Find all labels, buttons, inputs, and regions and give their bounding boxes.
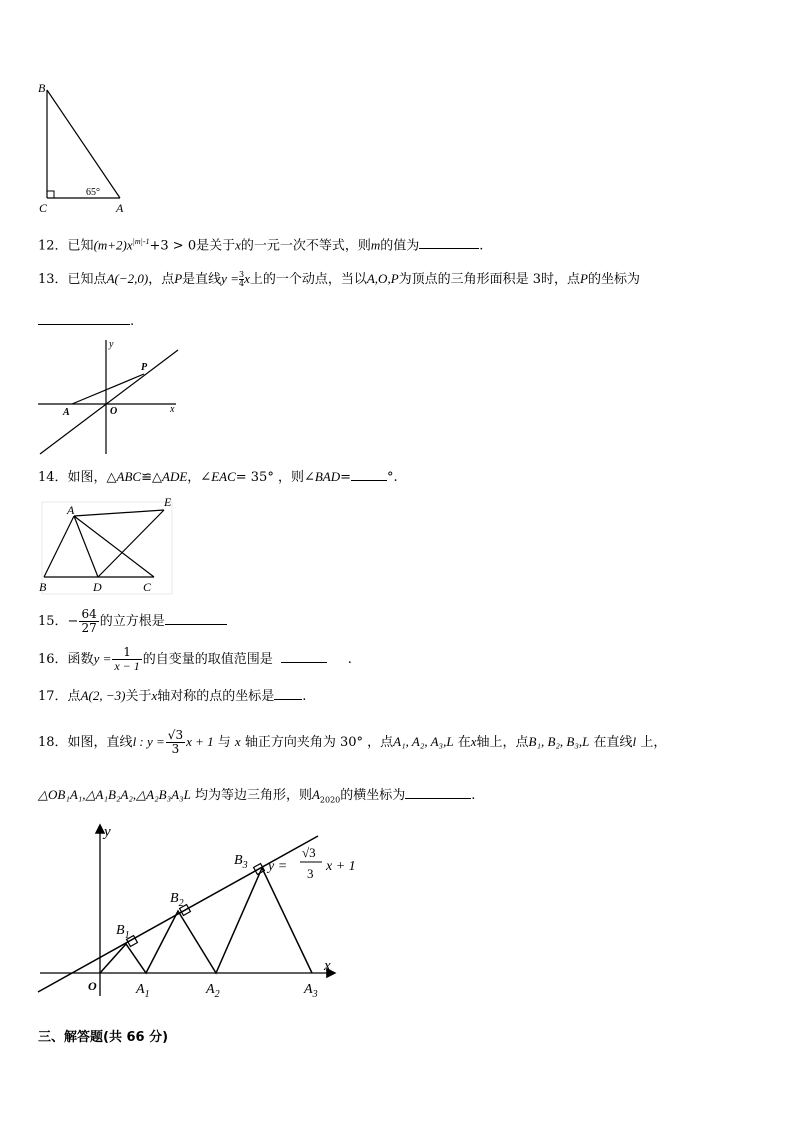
svg-text:O: O: [110, 406, 118, 417]
answer-blank[interactable]: [38, 312, 130, 325]
svg-text:y: y: [104, 824, 111, 840]
question-12: 12．已知$(m+2)x^{|m|-1}+3 > 0$是关于x的一元一次不等式，则m的值为 .: [38, 237, 484, 254]
svg-text:B: B: [39, 580, 47, 594]
answer-blank[interactable]: [419, 236, 479, 249]
svg-text:A3: $A_3$: [304, 982, 318, 998]
section-heading: 三、解答题(共 66 分): [38, 1030, 169, 1045]
svg-text:A: A: [67, 503, 75, 517]
svg-text:A1: $A_1$: [136, 982, 150, 998]
answer-blank[interactable]: [274, 687, 302, 700]
svg-text:E: E: [164, 495, 172, 509]
question-13: 13．已知点A(−2,0)，点P是直线y = $\frac{3}{4}x$上的一个动点，当以A,O,P为顶点的三角形面积是 3时，点P的坐标为: [38, 270, 641, 288]
question-14: 14．如图，△ABC≌△ADE，∠EAC= 35° ，则∠BAD= °.: [38, 469, 398, 485]
figure-equilateral-triangles: [36, 820, 372, 998]
svg-text:√3: √3: [302, 845, 316, 860]
svg-text:B1: $B_1$: [116, 923, 130, 941]
question-13-answer: .: [38, 312, 134, 331]
answer-blank[interactable]: [405, 786, 471, 799]
svg-text:A: A: [63, 407, 70, 418]
label-B: B: [38, 81, 46, 95]
answer-blank[interactable]: [351, 468, 387, 481]
figure-line-p: [36, 336, 182, 460]
svg-text:x: x: [324, 958, 331, 974]
svg-text:x: x: [170, 404, 175, 415]
label-A: A: [116, 201, 124, 215]
svg-text:D: D: [93, 580, 102, 594]
svg-text:y =: y =: [268, 859, 288, 874]
answer-blank[interactable]: [165, 612, 227, 625]
answer-blank[interactable]: [281, 650, 327, 663]
question-18-line2: △OB₁A₁,△A₁B₂A₂,△A₂B₃A₃L 均为等边三角形，则$A_{2020}$的横坐标为 .: [38, 787, 476, 805]
svg-text:P: P: [141, 362, 148, 373]
question-18: 18．如图，直线l : y = $\frac{√3}{3}$ x + 1 与 x 轴正方向夹角为 30° ，点A₁, A₂, A₃,L 在x轴上，点B₁, B₂, B₃,L 在直线l 上，: [38, 728, 667, 756]
label-angle: 65°: [86, 187, 100, 198]
figure-right-triangle: [34, 78, 134, 216]
question-17: 17．点A(2, −3)关于x轴对称的点的坐标是 .: [38, 688, 307, 704]
label-C: C: [39, 201, 48, 215]
svg-text:B3: $B_3$: [234, 853, 248, 871]
svg-text:y: y: [109, 339, 114, 350]
figure-congruent-triangles: [36, 494, 176, 596]
svg-text:A2: $A_2$: [206, 982, 220, 998]
svg-text:C: C: [143, 580, 152, 594]
question-16: 16．函数y = $\frac{1}{x - 1}$ 的自变量的取值范围是 .: [38, 645, 352, 673]
svg-text:O: O: [88, 979, 97, 993]
svg-text:3: 3: [307, 866, 314, 881]
svg-text:x + 1: x + 1: [326, 859, 356, 874]
svg-text:B2: $B_2$: [170, 891, 184, 909]
question-15: 15．− $\frac{64}{27}$ 的立方根是: [38, 608, 227, 635]
